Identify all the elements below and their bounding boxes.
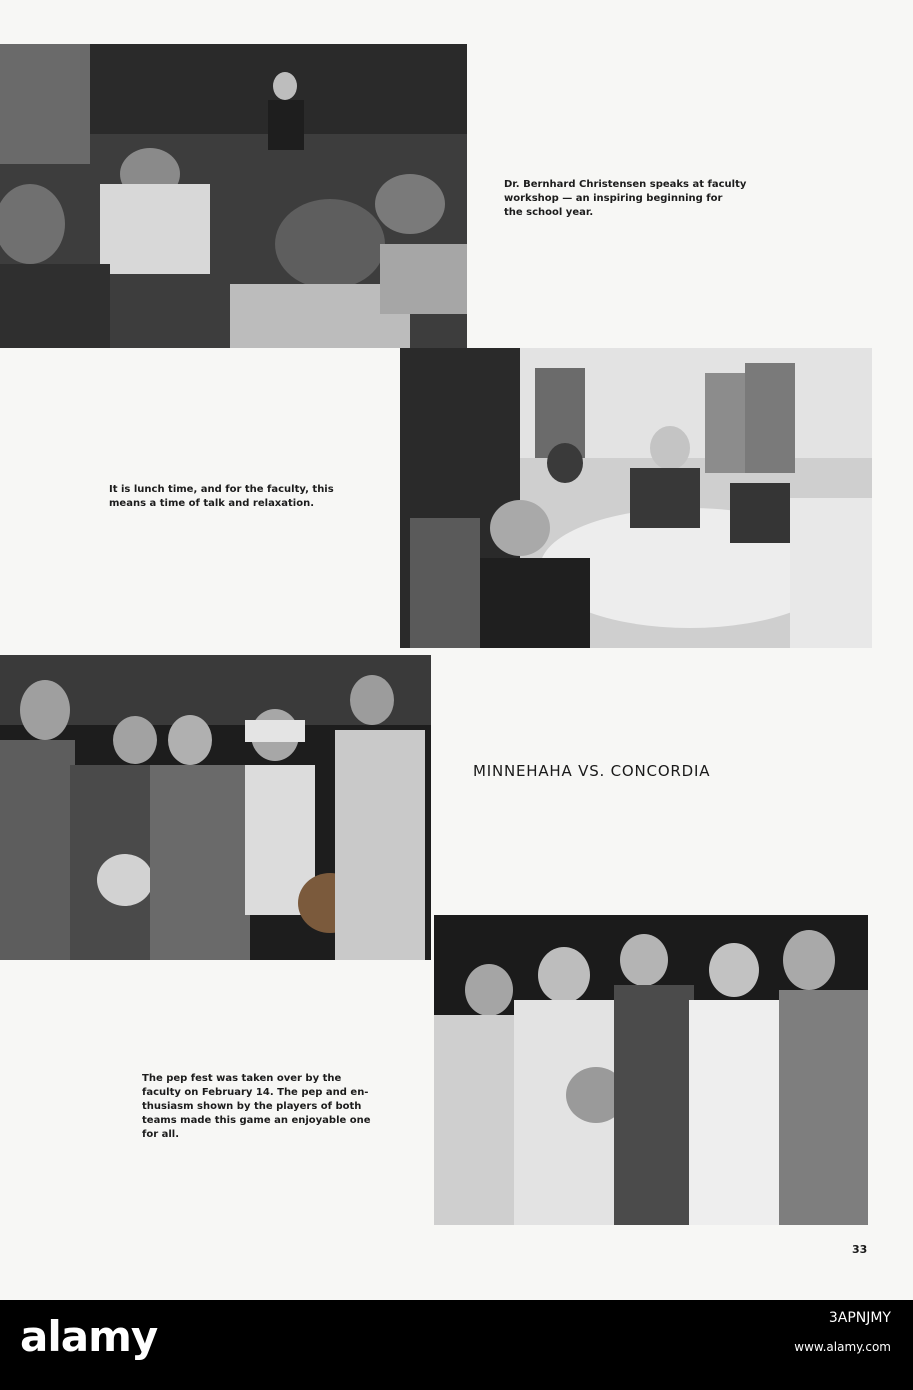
caption-line: thusiasm shown by the players of both <box>142 1101 362 1112</box>
headline: MINNEHAHA VS. CONCORDIA <box>473 762 711 780</box>
caption-line: The pep fest was taken over by the <box>142 1073 342 1084</box>
stock-image-id: 3APNJMY <box>828 1310 891 1326</box>
page-number: 33 <box>852 1243 868 1256</box>
stock-footer-bar <box>0 1300 913 1390</box>
caption-faculty-lunch <box>109 483 389 511</box>
caption-line: It is lunch time, and for the faculty, this <box>109 484 334 495</box>
caption-faculty-workshop <box>504 178 764 220</box>
stock-logo: alamy <box>20 1312 158 1361</box>
caption-line: the school year. <box>504 207 594 218</box>
caption-line: means a time of talk and relaxation. <box>109 498 315 509</box>
caption-line: faculty on February 14. The pep and en- <box>142 1087 369 1098</box>
photo-faculty-women-team <box>434 915 868 1225</box>
caption-line: teams made this game an enjoyable one <box>142 1115 371 1126</box>
caption-line: Dr. Bernhard Christensen speaks at faculty <box>504 179 747 190</box>
caption-line: workshop — an inspiring beginning for <box>504 193 723 204</box>
caption-pep-fest <box>142 1072 402 1142</box>
photo-faculty-workshop <box>0 44 467 348</box>
photo-faculty-men-team <box>0 655 431 960</box>
stock-url: www.alamy.com <box>794 1340 891 1354</box>
photo-faculty-lunch <box>400 348 872 648</box>
caption-line: for all. <box>142 1129 180 1140</box>
